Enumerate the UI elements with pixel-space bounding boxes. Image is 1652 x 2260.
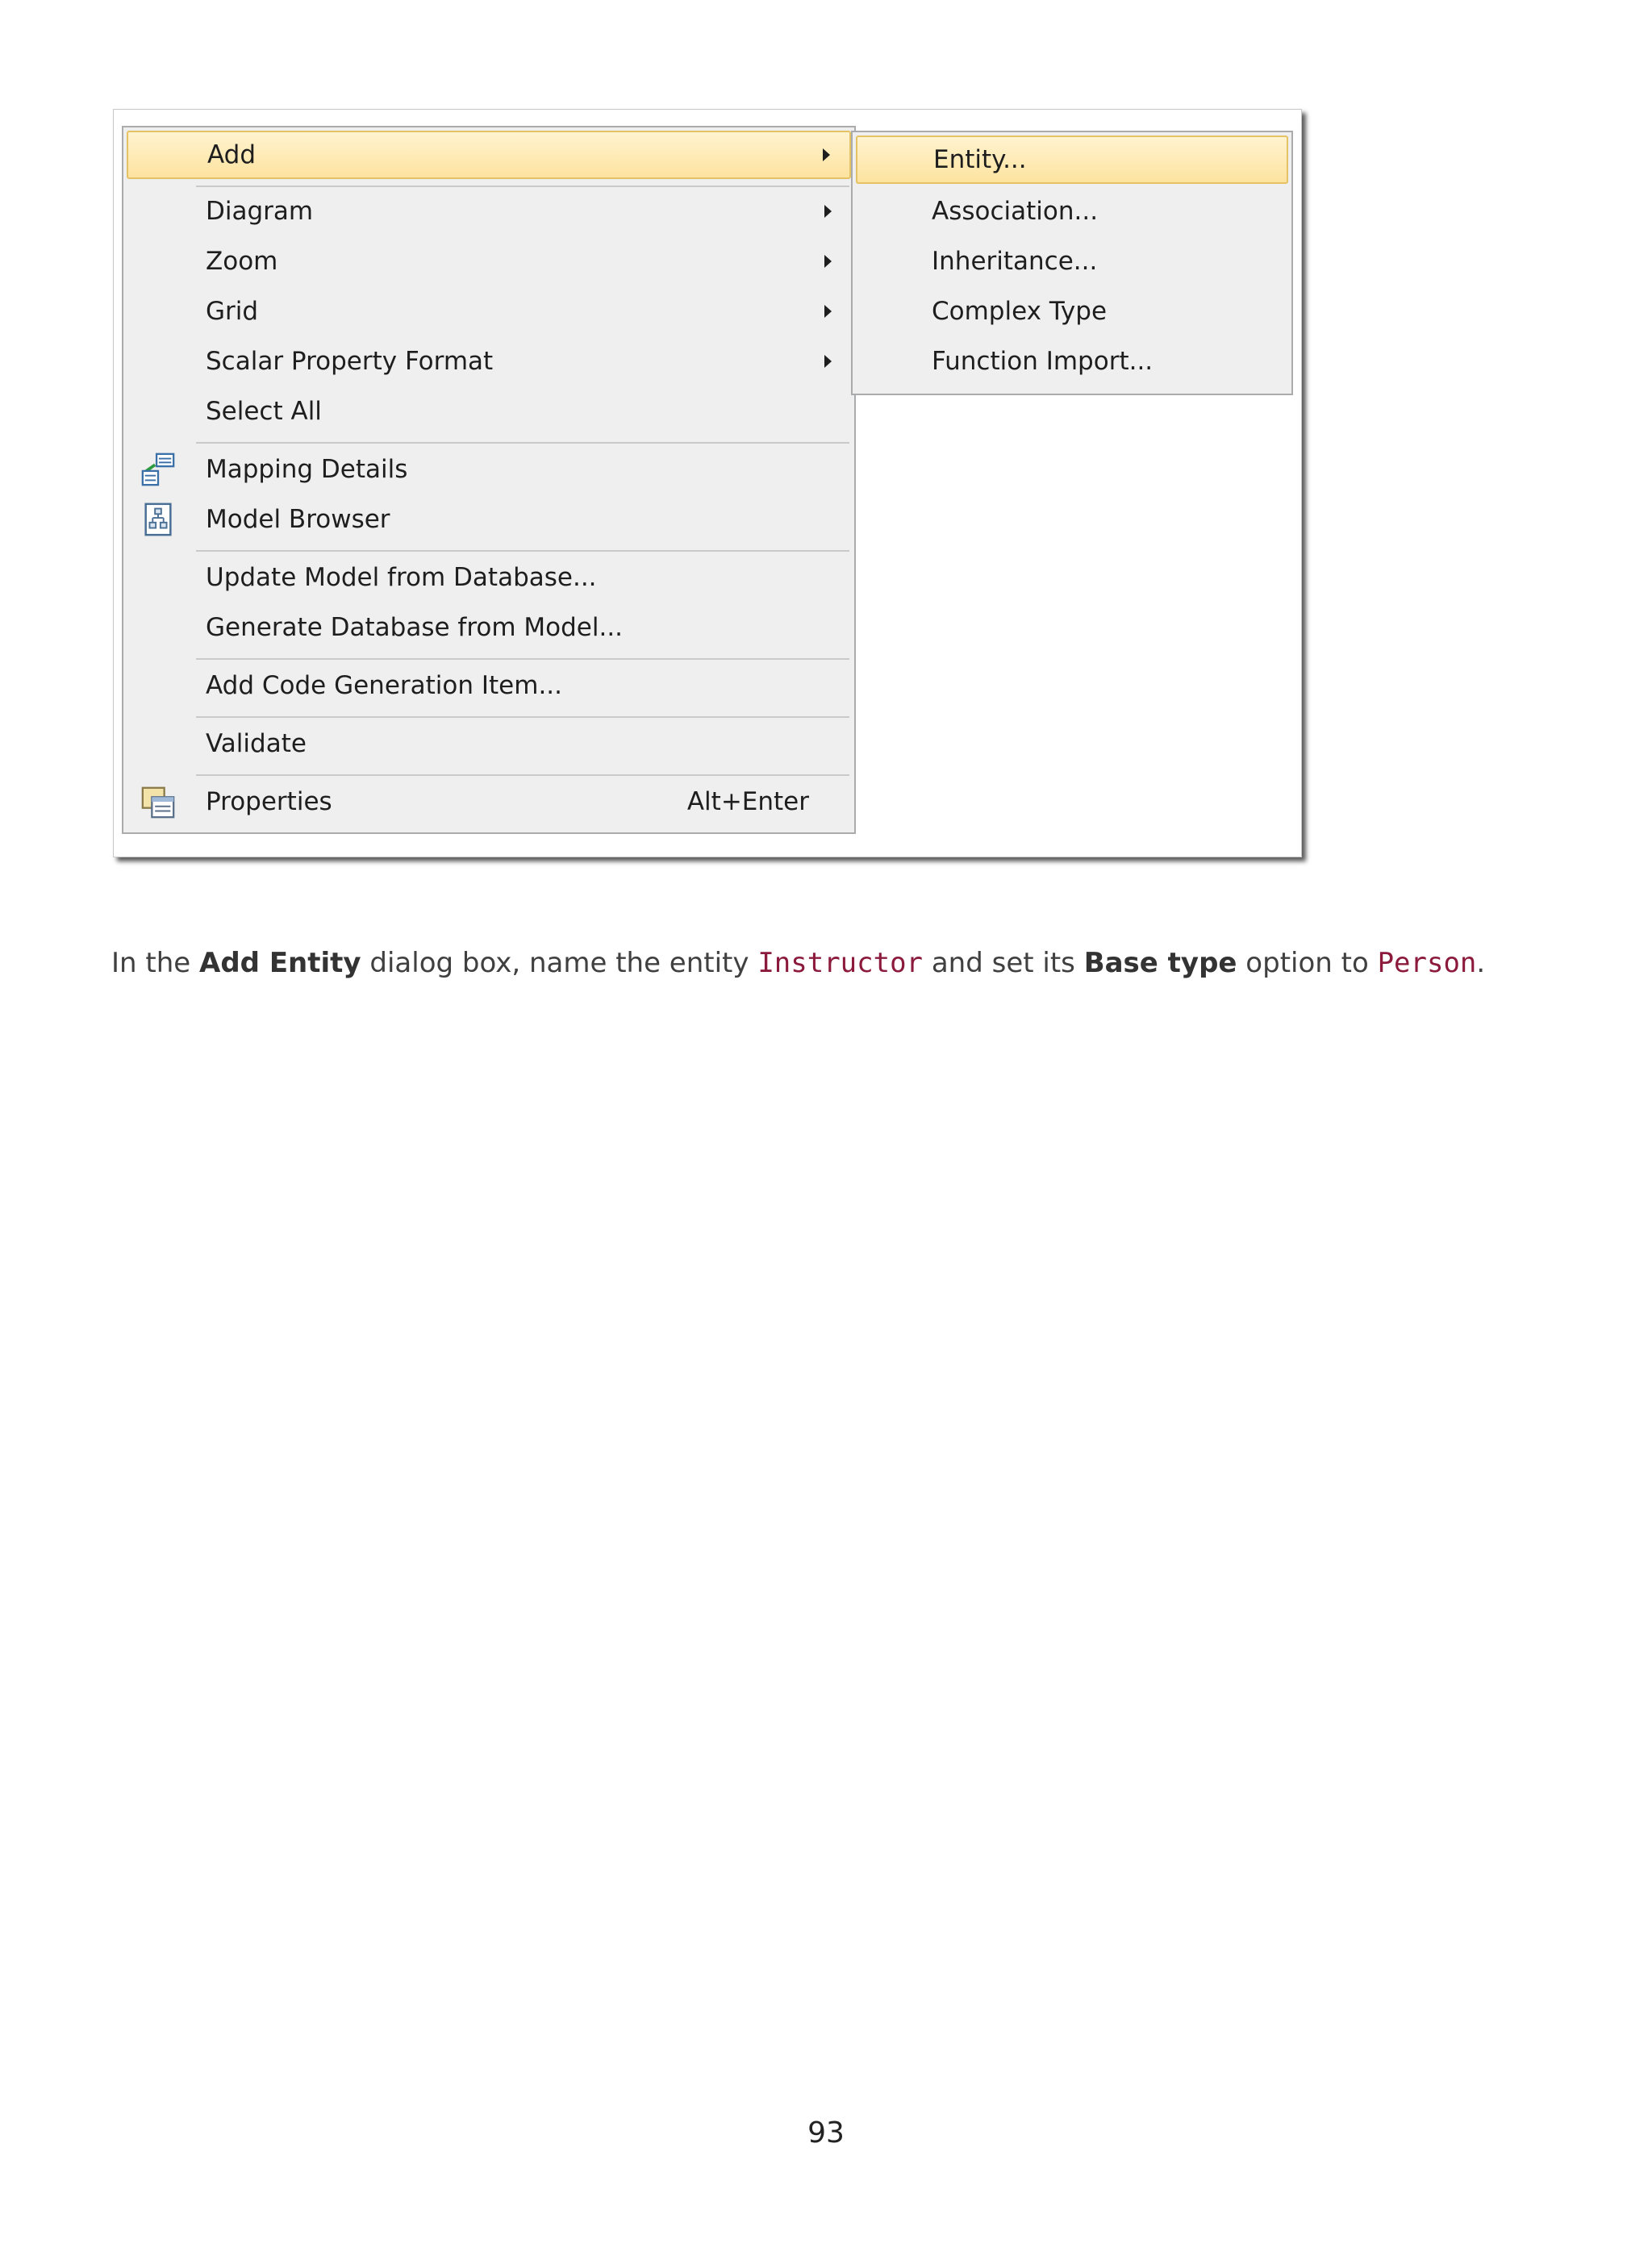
submenu-item-inheritance[interactable] [856,237,1288,286]
body-text-run: . [1476,947,1486,979]
menu-separator [196,442,849,444]
menu-item-add-code-generation[interactable] [127,661,851,710]
menu-item-model-browser[interactable] [127,495,851,544]
base-type-term: Base type [1083,947,1237,979]
menu-item-validate[interactable] [127,719,851,768]
menu-item-label: Select All [206,397,322,426]
menu-item-label: Generate Database from Model... [206,613,624,642]
menu-item-label: Add Code Generation Item... [206,671,563,700]
menu-item-label: Complex Type [932,297,1108,326]
menu-item-label: Entity... [933,145,1027,174]
code-person: Person [1377,947,1477,979]
menu-item-label: Update Model from Database... [206,563,597,592]
page-number: 93 [807,2116,845,2150]
menu-item-label: Inheritance... [932,247,1098,276]
menu-item-scalar-property-format[interactable] [127,337,851,386]
menu-item-shortcut: Alt+Enter [686,787,809,816]
menu-separator [196,774,849,776]
menu-item-label: Diagram [206,197,314,226]
menu-item-diagram[interactable] [127,187,851,236]
submenu-item-function-import[interactable] [856,337,1288,386]
body-text-run: option to [1237,947,1378,979]
submenu-arrow-icon [823,148,830,161]
submenu-item-entity[interactable] [856,136,1288,184]
menu-item-grid[interactable] [127,287,851,336]
submenu-item-complex-type[interactable] [856,287,1288,336]
mapping-details-icon [140,451,177,488]
context-menu [122,126,856,834]
code-instructor: Instructor [757,947,924,979]
menu-item-label: Add [207,140,257,169]
model-browser-icon [140,501,177,538]
submenu-arrow-icon [824,255,832,268]
body-text-run: and set its [923,947,1084,979]
submenu-arrow-icon [824,205,832,218]
menu-separator [196,716,849,718]
menu-item-label: Association... [932,197,1099,226]
body-text-run: In the [111,947,199,979]
designer-screenshot [113,109,1302,857]
menu-separator [196,550,849,552]
menu-item-update-model[interactable] [127,553,851,602]
menu-item-add[interactable] [127,131,851,179]
menu-separator [196,658,849,660]
menu-item-label: Zoom [206,247,278,276]
menu-item-label: Model Browser [206,505,390,534]
menu-item-label: Function Import... [932,347,1153,376]
menu-item-label: Properties [206,787,332,816]
menu-item-mapping-details[interactable] [127,445,851,494]
menu-item-generate-database[interactable] [127,603,851,652]
menu-item-properties[interactable] [127,778,851,826]
menu-item-zoom[interactable] [127,237,851,286]
submenu-arrow-icon [824,305,832,318]
body-text-run: dialog box, name the entity [361,947,758,979]
menu-item-select-all[interactable] [127,387,851,436]
menu-item-label: Mapping Details [206,455,408,484]
properties-icon [140,783,177,820]
instruction-paragraph [111,947,1555,979]
menu-item-label: Grid [206,297,259,326]
submenu-item-association[interactable] [856,187,1288,236]
menu-item-label: Scalar Property Format [206,347,494,376]
add-submenu [851,131,1293,395]
menu-item-label: Validate [206,729,307,758]
submenu-arrow-icon [824,355,832,368]
add-entity-term: Add Entity [199,947,361,979]
